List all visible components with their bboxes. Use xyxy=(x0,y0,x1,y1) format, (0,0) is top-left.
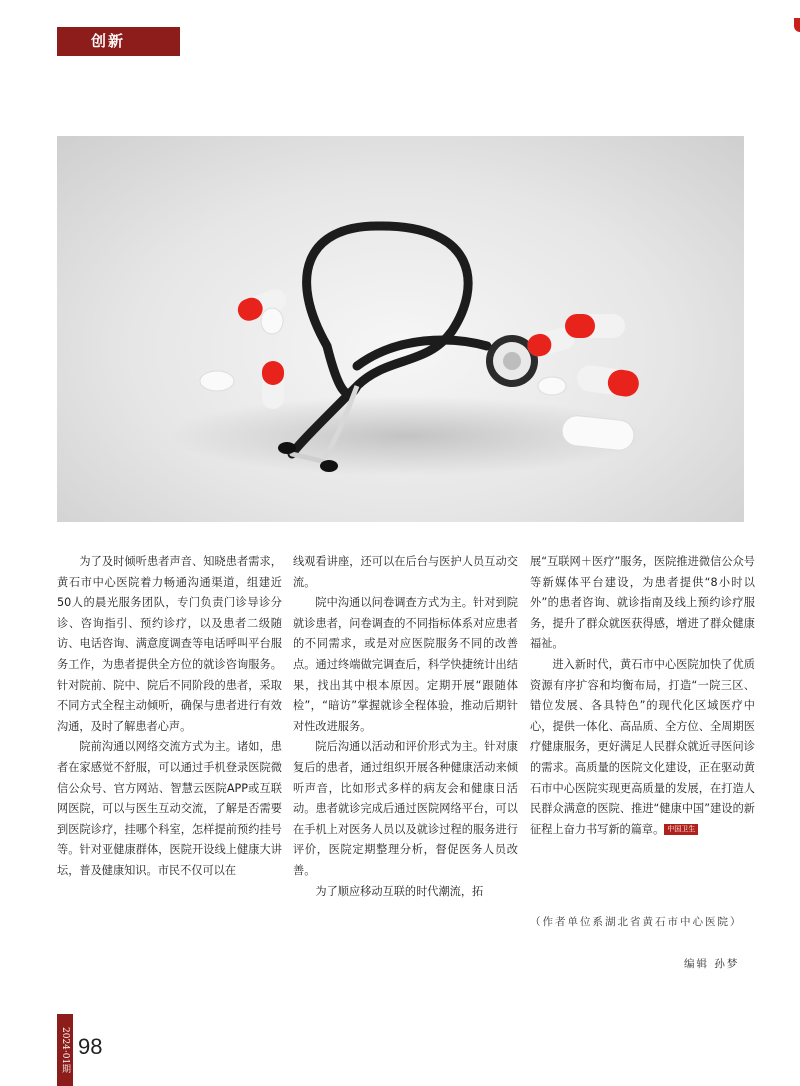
article-column-3 xyxy=(530,552,755,840)
paragraph: 展“互联网＋医疗”服务，医院推进微信公众号等新媒体平台建设，为患者提供“8小时以外”的患者咨询、就诊指南及线上预约诊疗服务，提升了群众就医获得感，增进了群众健康福祉。 xyxy=(530,555,755,651)
paragraph-text: 进入新时代，黄石市中心医院加快了优质资源有序扩容和均衡布局，打造“一院三区、错位发展、各具特色”的现代化区域医疗中心，提供一体化、高品质、全方位、全周期医疗健康服务，更好满足人民群众就近寻医问诊的需求。高质量的医院文化建设，正在驱动黄石市中心医院实现更高质量的发展，在打造人民群众满意的医院、推进“健康中国”建设的新征程上奋力书写新的篇章。 xyxy=(530,657,755,836)
paragraph: 院前沟通以网络交流方式为主。诸如，患者在家感觉不舒服，可以通过手机登录医院微信公众号、官方网站、智慧云医院APP或互联网医院，可以与医生互动交流，了解是否需要到医院诊疗，挂哪个科室，怎样提前预约挂号等。针对亚健康群体，医院开设线上健康大讲坛，普及健康知识。市民不仅可以在 xyxy=(57,740,282,877)
hero-image xyxy=(57,136,744,522)
issue-strip: 2024·01期 xyxy=(57,1014,73,1086)
paragraph: 院中沟通以问卷调查方式为主。针对到院就诊患者，问卷调查的不同指标体系对应患者的不同需求，或是对应医院服务不同的改善点。通过终端做完调查后，科学快捷统计出结果，找出其中根本原因。定期开展“跟随体检”，“暗访”掌握就诊全程体验，推动后期针对性改进服务。 xyxy=(293,596,518,733)
article-column-1 xyxy=(57,552,282,882)
paragraph: 院后沟通以活动和评价形式为主。针对康复后的患者，通过组织开展各种健康活动来倾听声音，比如形式多样的病友会和健康日活动。患者就诊完成后通过医院网络平台，可以在手机上对医务人员以及就诊过程的服务进行评价，医院定期整理分析，督促医务人员改善。 xyxy=(293,740,518,877)
corner-mark xyxy=(794,18,800,32)
paragraph xyxy=(530,655,755,840)
section-tab: 创新 xyxy=(57,27,180,56)
page-number: 98 xyxy=(78,1034,103,1059)
paragraph: 线观看讲座，还可以在后台与医护人员互动交流。 xyxy=(293,555,518,589)
end-badge: 中国卫生 xyxy=(664,824,698,835)
paragraph: 为了顺应移动互联的时代潮流，拓 xyxy=(315,884,484,898)
paragraph: 为了及时倾听患者声音、知晓患者需求，黄石市中心医院着力畅通沟通渠道，组建近50人的晨光服务团队，专门负责门诊导诊分诊、咨询指引、预约诊疗，以及患者二级随访、电话咨询、满意度调查等电话呼叫平台服务工作，为患者提供全方位的就诊咨询服务。针对院前、院中、院后不同阶段的患者，采取不同方式全程主动倾听，确保与患者进行有效沟通，及时了解患者心声。 xyxy=(57,555,282,733)
author-byline: （作者单位系湖北省黄石市中心医院） xyxy=(530,916,743,928)
editor-credit: 编辑 孙梦 xyxy=(684,958,740,970)
stethoscope-pills-icon xyxy=(57,136,744,522)
article-column-2 xyxy=(293,552,518,902)
